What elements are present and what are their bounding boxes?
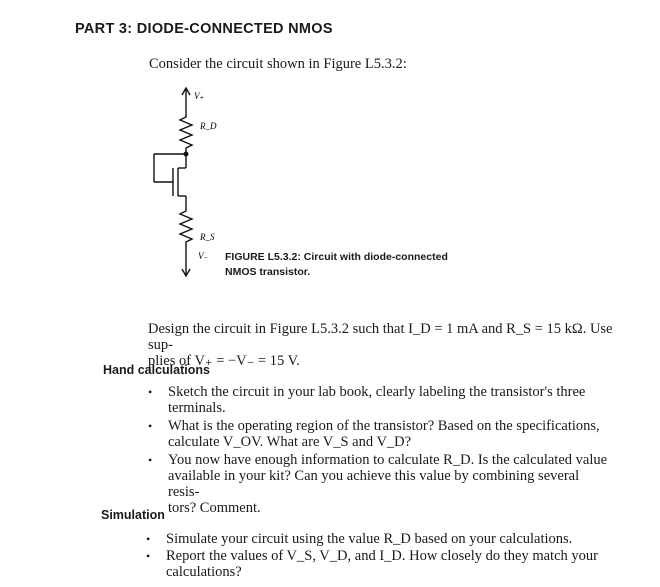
design-paragraph: Design the circuit in Figure L5.3.2 such that I_D = 1 mA and R_S = 15 kΩ. Use sup- plies of V₊ = −V₋ = 15 V. xyxy=(148,321,613,369)
rd-label: R_D xyxy=(200,121,217,131)
list-item: • Simulate your circuit using the value R_D based on your calculations. xyxy=(146,531,573,547)
rs-resistor xyxy=(180,207,192,255)
rd-resistor xyxy=(180,113,192,154)
figure-caption: FIGURE L5.3.2: Circuit with diode-connected NMOS transistor. xyxy=(225,251,448,278)
intro-text: Consider the circuit shown in Figure L5.3.2: xyxy=(149,56,407,72)
section-title: PART 3: DIODE-CONNECTED NMOS xyxy=(75,21,333,37)
vplus-label: V₊ xyxy=(194,91,205,101)
hand-calc-list xyxy=(148,384,613,516)
rs-label: R_S xyxy=(200,232,215,242)
simulation-heading: Simulation xyxy=(101,508,165,522)
list-item: • What is the operating region of the transistor? Based on the specifications, calculate V_OV. What are V_S and V_D? xyxy=(148,418,600,450)
vminus-label: V₋ xyxy=(198,251,209,261)
list-item: • Sketch the circuit in your lab book, clearly labeling the transistor's three terminals. xyxy=(148,384,586,416)
simulation-list xyxy=(146,531,611,580)
hand-calc-heading: Hand calculations xyxy=(103,363,210,377)
list-item: • You now have enough information to calculate R_D. Is the calculated value available in your kit? Can you achieve this value by combining several resis- tors? Comment. xyxy=(148,452,608,516)
list-item: • Report the values of V_S, V_D, and I_D. How closely do they match your calculations? xyxy=(146,548,598,580)
